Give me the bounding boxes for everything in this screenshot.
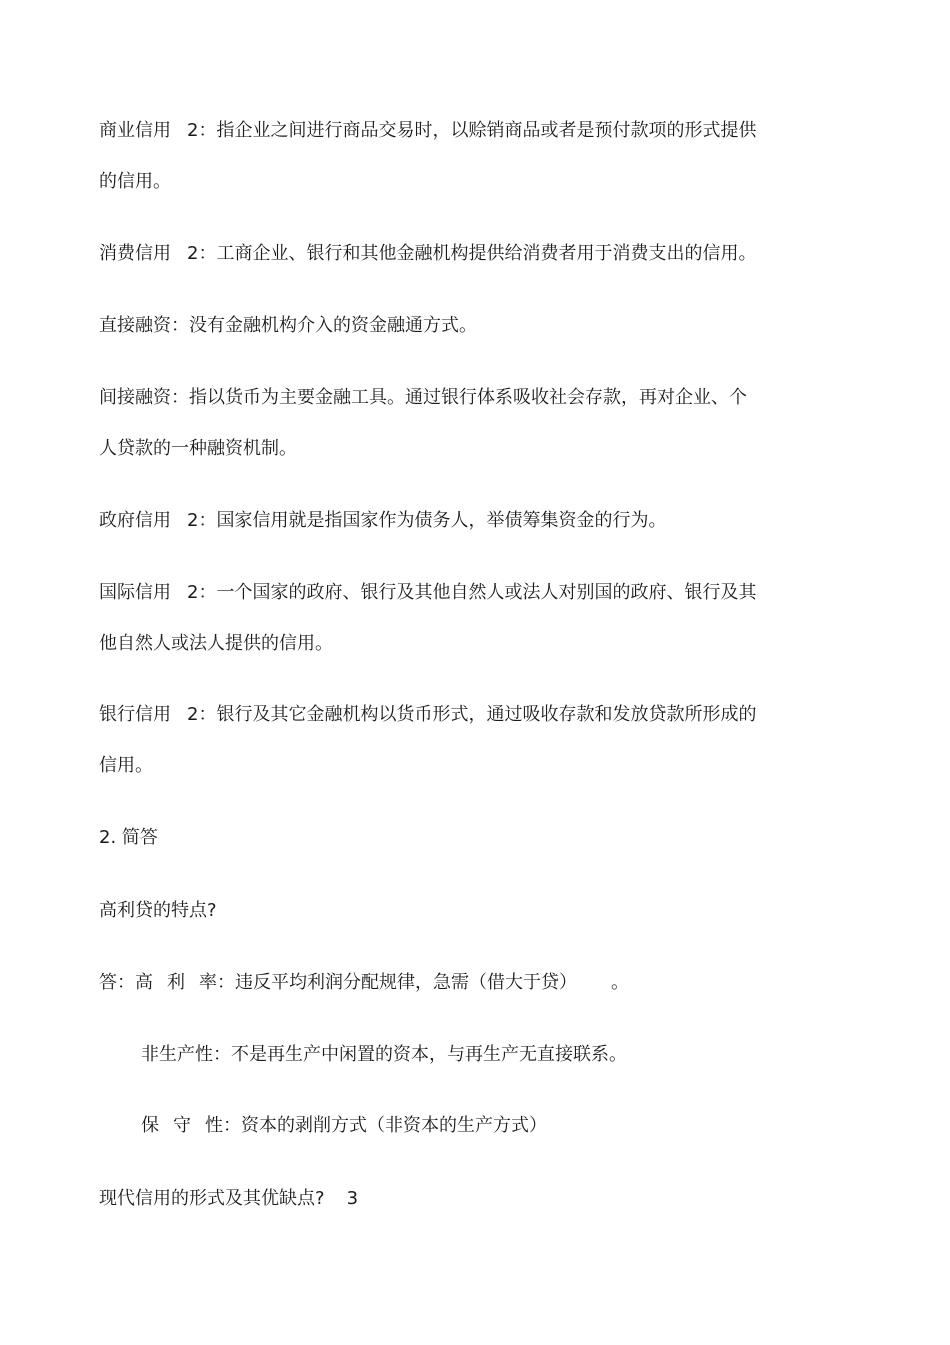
definition-text: ：指企业之间进行商品交易时，以赊销商品或者是预付款项的形式提供: [198, 120, 757, 141]
item-text: ：资本的剥削方式（非资本的生产方式）: [223, 1115, 547, 1136]
footnote-number: 2: [187, 120, 199, 141]
paragraph-international-credit-line2: 他自然人或法人提供的信用。: [99, 633, 333, 654]
section-heading: 2. 简答: [99, 827, 158, 848]
item-label-char: 性: [205, 1115, 223, 1136]
paragraph-international-credit-line1: [99, 581, 756, 605]
term-label: 政府信用: [99, 510, 171, 531]
footnote-number: 2: [187, 582, 199, 603]
definition-text: ：一个国家的政府、银行及其他自然人或法人对别国的政府、银行及其: [198, 582, 757, 603]
item-label-char: 高: [135, 972, 153, 993]
definition-text: ：国家信用就是指国家作为债务人，举债筹集资金的行为。: [198, 510, 667, 531]
paragraph-commercial-credit-line2: 的信用。: [99, 171, 171, 192]
item-label-char: 保: [141, 1115, 159, 1136]
answer-prefix: 答：: [99, 972, 135, 993]
answer-item-non-productive: 非生产性：不是再生产中闲置的资本，与再生产无直接联系。: [141, 1044, 627, 1065]
term-label: 消费信用: [99, 243, 171, 264]
footnote-number: 2: [187, 243, 199, 264]
term-label: 国际信用: [99, 582, 171, 603]
footnote-number: 2: [187, 704, 199, 725]
term-label: 银行信用: [99, 704, 171, 725]
item-text: ：违反平均利润分配规律，急需（借大于贷）: [217, 972, 577, 993]
item-label-char: 利: [167, 972, 185, 993]
question-text: 现代信用的形式及其优缺点?: [99, 1188, 325, 1209]
paragraph-direct-financing: 直接融资：没有金融机构介入的资金融通方式。: [99, 315, 477, 336]
paragraph-bank-credit-line1: [99, 703, 756, 727]
item-label-char: 率: [199, 972, 217, 993]
paragraph-indirect-financing-line2: 人贷款的一种融资机制。: [99, 438, 297, 459]
item-end-mark: 。: [611, 972, 629, 993]
answer-item-high-interest: [99, 971, 629, 995]
footnote-number: 3: [346, 1188, 359, 1209]
paragraph-bank-credit-line2: 信用。: [99, 755, 153, 776]
paragraph-government-credit: [99, 509, 666, 533]
paragraph-indirect-financing-line1: 间接融资：指以货币为主要金融工具。通过银行体系吸收社会存款，再对企业、个: [99, 387, 747, 408]
item-label-char: 守: [173, 1115, 191, 1136]
paragraph-consumer-credit: [99, 242, 756, 266]
definition-text: ：银行及其它金融机构以货币形式，通过吸收存款和发放贷款所形成的: [198, 704, 757, 725]
question-modern-credit: [99, 1187, 358, 1211]
question-usury: 高利贷的特点?: [99, 900, 217, 921]
term-label: 商业信用: [99, 120, 171, 141]
paragraph-commercial-credit-line1: [99, 119, 756, 143]
answer-item-conservative: [141, 1114, 547, 1138]
definition-text: ：工商企业、银行和其他金融机构提供给消费者用于消费支出的信用。: [198, 243, 757, 264]
footnote-number: 2: [187, 510, 199, 531]
